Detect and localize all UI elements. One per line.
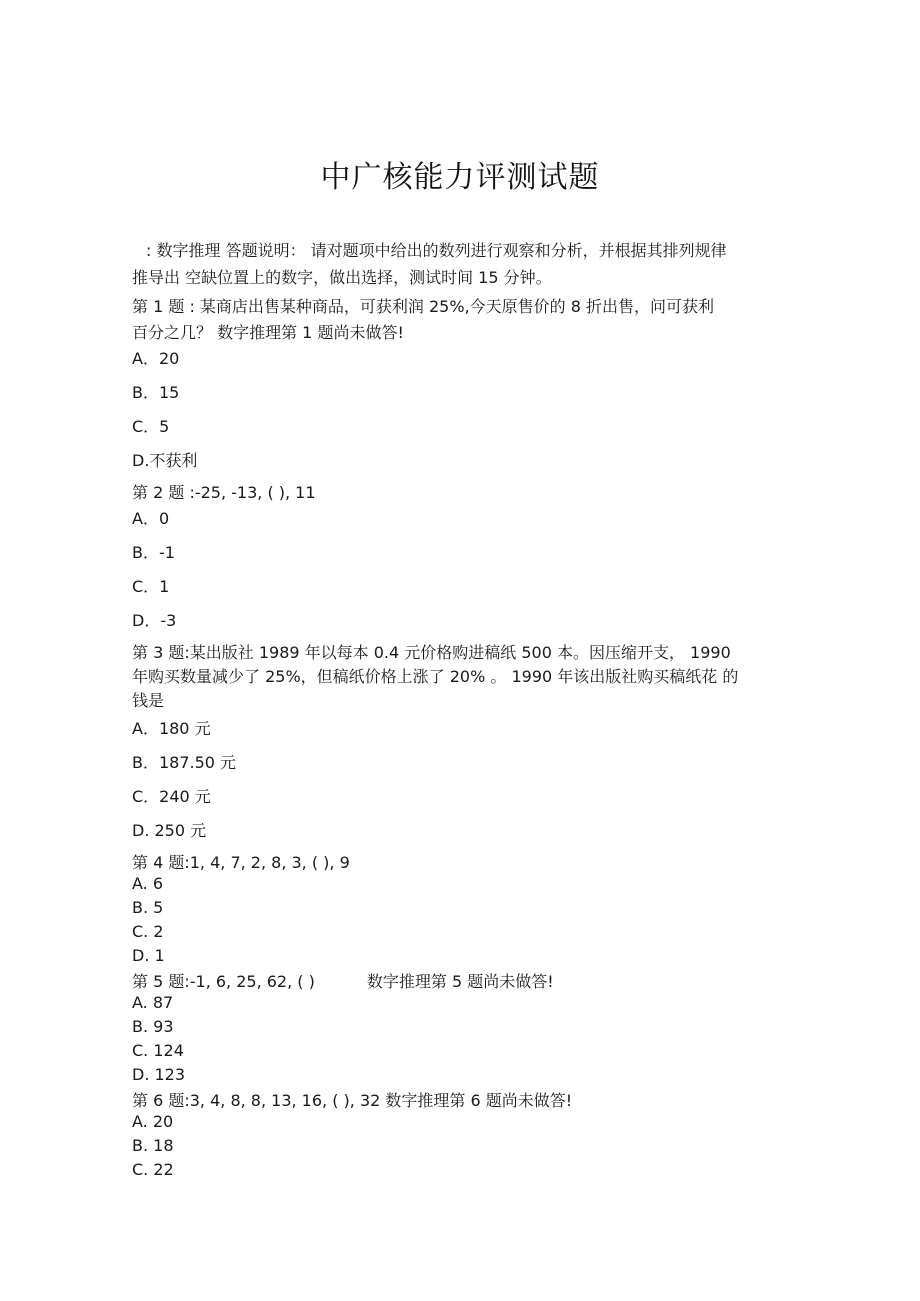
page-title: 中广核能力评测试题: [320, 160, 600, 195]
question-3-text: 钱是: [132, 691, 165, 710]
question-4-option-a[interactable]: A. 6: [132, 874, 164, 893]
question-5-option-c[interactable]: C. 124: [132, 1041, 184, 1060]
question-3-option-a[interactable]: A．180 元: [132, 719, 211, 738]
intro-line: : 数字推理 答题说明： 请对题项中给出的数列进行观察和分析，并根据其排列规律: [146, 241, 727, 260]
question-1-option-c[interactable]: C．5: [132, 417, 170, 436]
question-4-option-d[interactable]: D. 1: [132, 946, 165, 965]
question-3-option-d[interactable]: D. 250 元: [132, 821, 207, 840]
question-1-option-a[interactable]: A．20: [132, 349, 180, 368]
question-6-option-c[interactable]: C. 22: [132, 1160, 174, 1179]
question-2-text: 第 2 题 :-25, -13, ( ), 11: [132, 483, 316, 502]
question-1-option-d[interactable]: D.不获利: [132, 451, 198, 470]
question-4-text: 第 4 题:1, 4, 7, 2, 8, 3, ( ), 9: [132, 853, 350, 872]
question-5-option-b[interactable]: B. 93: [132, 1017, 174, 1036]
question-3-option-c[interactable]: C．240 元: [132, 787, 211, 806]
intro-line: 推导出 空缺位置上的数字，做出选择，测试时间 15 分钟。: [132, 268, 552, 287]
question-5-option-a[interactable]: A. 87: [132, 993, 174, 1012]
question-5-option-d[interactable]: D. 123: [132, 1065, 186, 1084]
question-1-option-b[interactable]: B．15: [132, 383, 180, 402]
question-3-option-b[interactable]: B．187.50 元: [132, 753, 237, 772]
question-4-option-b[interactable]: B. 5: [132, 898, 164, 917]
question-6-option-b[interactable]: B. 18: [132, 1136, 174, 1155]
question-2-option-d[interactable]: D．-3: [132, 611, 177, 630]
question-4-option-c[interactable]: C. 2: [132, 922, 164, 941]
question-2-option-b[interactable]: B．-1: [132, 543, 175, 562]
question-5-note: 数字推理第 5 题尚未做答!: [366, 972, 554, 991]
question-2-option-c[interactable]: C．1: [132, 577, 170, 596]
question-5-row: [132, 971, 554, 993]
question-2-option-a[interactable]: A．0: [132, 509, 170, 528]
question-1-text: 第 1 题 : 某商店出售某种商品，可获利润 25%,今天原售价的 8 折出售，问可获利: [132, 297, 715, 316]
question-5-text: 第 5 题:-1, 6, 25, 62, ( ): [132, 972, 315, 991]
question-3-text: 第 3 题:某出版社 1989 年以每本 0.4 元价格购进稿纸 500 本。因压缩开支， 1990: [132, 643, 731, 662]
question-1-text: 百分之几？ 数字推理第 1 题尚未做答!: [132, 323, 404, 342]
question-6-text: 第 6 题:3, 4, 8, 8, 13, 16, ( ), 32 数字推理第 6 题尚未做答!: [132, 1091, 573, 1110]
question-6-option-a[interactable]: A. 20: [132, 1112, 174, 1131]
question-3-text: 年购买数量减少了 25%，但稿纸价格上涨了 20% 。 1990 年该出版社购买稿纸花 的: [132, 667, 739, 686]
